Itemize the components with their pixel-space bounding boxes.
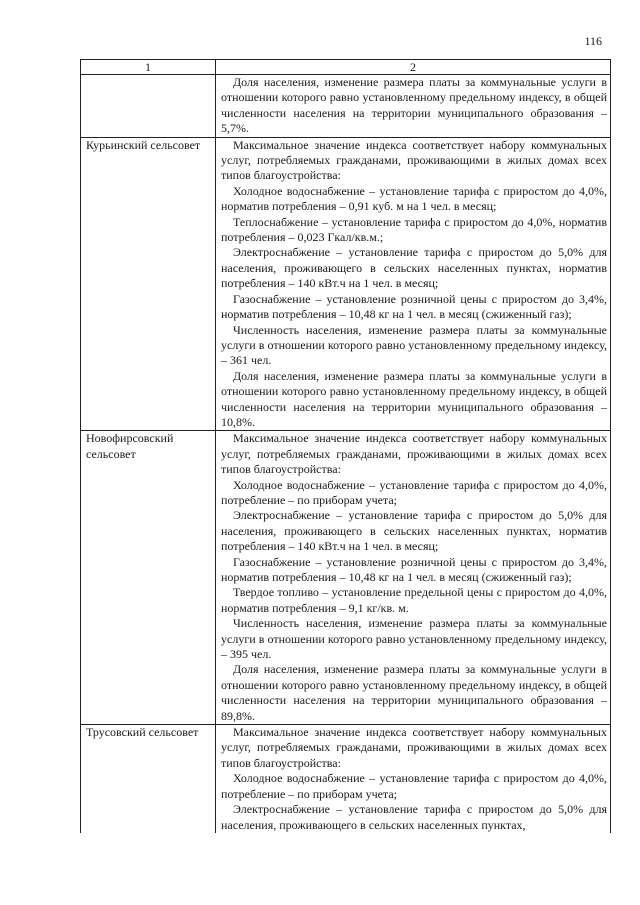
paragraph: Доля населения, изменение размера платы за коммунальные услуги в отношении которого равно установленному предельному индексу, в общей численности населения на территории муниципального образования – 5,7%. <box>221 75 607 136</box>
table-row <box>81 137 611 431</box>
paragraph: Газоснабжение – установление розничной цены с приростом до 3,4%, норматив потребления – 10,48 кг на 1 чел. в месяц (сжиженный газ); <box>221 291 607 322</box>
row-content <box>216 431 611 725</box>
municipality-name <box>81 75 216 138</box>
paragraph: Твердое топливо – установление предельной цены с приростом до 4,0%, норматив потребления – 9,1 кг/кв. м. <box>221 585 607 615</box>
row-content <box>216 75 611 138</box>
municipality-name: Трусовский сельсовет <box>81 725 216 833</box>
paragraph: Максимальное значение индекса соответствует набору коммунальных услуг, потребляемых гражданами, проживающими в жилых домах всех типов благоустройства: <box>221 431 607 477</box>
table-header-row <box>81 60 611 75</box>
paragraph: Холодное водоснабжение – установление тарифа с приростом до 4,0%, потребление – по приборам учета; <box>221 477 607 507</box>
municipality-name: Новофирсовский сельсовет <box>81 431 216 725</box>
paragraph: Численность населения, изменение размера платы за коммунальные услуги в отношении которого равно установленному предельному индексу, – 361 чел. <box>221 322 607 368</box>
index-table <box>80 59 611 833</box>
paragraph: Газоснабжение – установление розничной цены с приростом до 3,4%, норматив потребления – 10,48 кг на 1 чел. в месяц (сжиженный газ); <box>221 554 607 584</box>
paragraph: Максимальное значение индекса соответствует набору коммунальных услуг, потребляемых гражданами, проживающими в жилых домах всех типов благоустройства: <box>221 725 607 770</box>
table-row <box>81 431 611 725</box>
column-header-1: 1 <box>81 60 216 75</box>
page-number: 116 <box>584 34 602 48</box>
paragraph: Теплоснабжение – установление тарифа с приростом до 4,0%, норматив потребления – 0,023 Гкал/кв.м.; <box>221 214 607 245</box>
table-row <box>81 725 611 833</box>
paragraph: Электроснабжение – установление тарифа с приростом до 5,0% для населения, проживающего в сельских населенных пунктах, норматив потребления – 140 кВт.ч на 1 чел. в месяц; <box>221 245 607 291</box>
paragraph: Электроснабжение – установление тарифа с приростом до 5,0% для населения, проживающего в сельских населенных пунктах, норматив потребления – 140 кВт.ч на 1 чел. в месяц; <box>221 508 607 554</box>
column-header-2: 2 <box>216 60 611 75</box>
table-row <box>81 75 611 138</box>
paragraph: Максимальное значение индекса соответствует набору коммунальных услуг, потребляемых гражданами, проживающими в жилых домах всех типов благоустройства: <box>221 137 607 183</box>
row-content <box>216 137 611 431</box>
municipality-name: Курьинский сельсовет <box>81 137 216 431</box>
paragraph: Холодное водоснабжение – установление тарифа с приростом до 4,0%, норматив потребления – 0,91 куб. м на 1 чел. в месяц; <box>221 183 607 214</box>
paragraph: Холодное водоснабжение – установление тарифа с приростом до 4,0%, потребление – по приборам учета; <box>221 771 607 801</box>
paragraph: Численность населения, изменение размера платы за коммунальные услуги в отношении которого равно установленному предельному индексу, – 395 чел. <box>221 616 607 662</box>
paragraph: Доля населения, изменение размера платы за коммунальные услуги в отношении которого равно установленному предельному индексу, в общей численности населения на территории муниципального образования – 10,8%. <box>221 368 607 429</box>
row-content <box>216 725 611 833</box>
paragraph: Электроснабжение – установление тарифа с приростом до 5,0% для населения, проживающего в сельских населенных пунктах, <box>221 802 607 832</box>
paragraph: Доля населения, изменение размера платы за коммунальные услуги в отношении которого равно установленному предельному индексу, в общей численности населения на территории муниципального образования – 89,8%. <box>221 662 607 723</box>
